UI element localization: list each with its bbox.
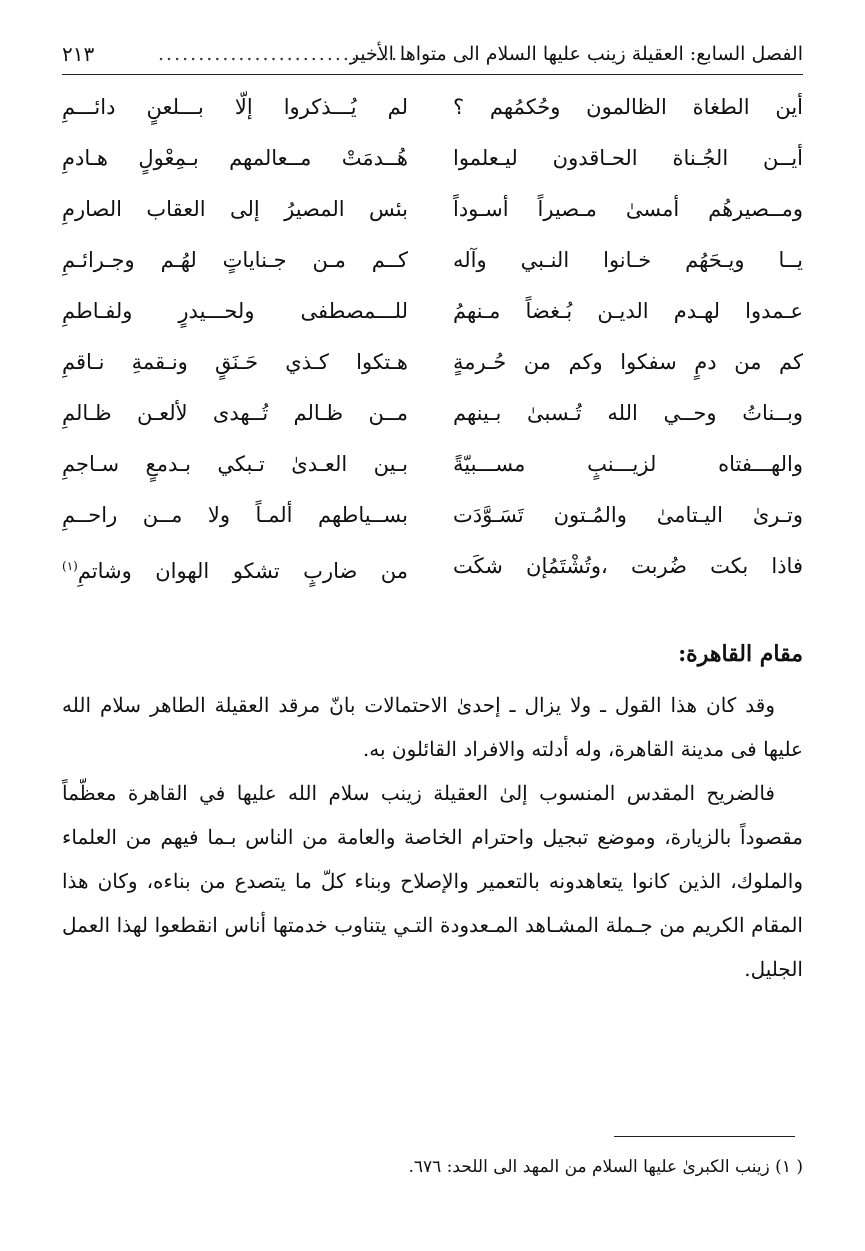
hemistich-text: بئس المصيرُ إلى العقاب الصارمِ bbox=[62, 197, 408, 221]
hemistich-text: للـــمصطفى ولحـــيدرٍ ولفـاطمِ bbox=[62, 299, 408, 323]
hemistich-text: هـتكوا كـذي حَـنَقٍ ونـقمةِ نـاقمِ bbox=[62, 350, 408, 374]
verse-second-hemistich bbox=[62, 490, 408, 541]
verse-first-hemistich: ومــصيرهُم أمسىٰ مـصيراً أسـوداً bbox=[453, 197, 803, 221]
paragraph: فالضريح المقدس المنسوب إلىٰ العقيلة زينب سلام الله عليها في القاهرة معظّماً مقصوداً بالزيارة، وموضع تبجيل واحترام الخاصة والعامة من الناس بـما فيهم من العلماء والملوك، الذين كانوا يتعاهدونه بالتعمير والإصلاح وبناء كلّ ما يتصدع من بناءه، وكان هذا المقام الكريم من جـملة المشـاهد المـعدودة التـي يتناوب خدمتها أناس انقطعوا لهذا العمل الجليل. bbox=[62, 781, 803, 981]
verse-second-hemistich bbox=[62, 439, 408, 490]
poem-verse bbox=[62, 286, 803, 337]
poem bbox=[62, 82, 803, 592]
poem-verse bbox=[62, 184, 803, 235]
footnote-rule bbox=[614, 1136, 795, 1137]
leader-dots: ................................ bbox=[158, 43, 416, 65]
hemistich-text: كــم مـن جـناياتٍ لهُـم وجـرائـمِ bbox=[62, 248, 408, 272]
section-heading: مقام القاهرة: bbox=[678, 641, 803, 667]
chapter-title: الفصل السابع: العقيلة زينب عليها السلام الى متواها الأخير bbox=[349, 43, 803, 65]
hemistich-text: بـين العـدىٰ تـبكي بـدمعٍ سـاجمِ bbox=[62, 452, 408, 476]
verse-first-hemistich: أين الطغاة الظالمون وحُكمُهم ؟ bbox=[453, 95, 803, 119]
verse-second-hemistich bbox=[62, 235, 408, 286]
footnote: ( ١) زينب الكبرىٰ عليها السلام من المهد الى اللحد: ٦٧٦. bbox=[408, 1157, 803, 1177]
verse-second-hemistich bbox=[62, 184, 408, 235]
poem-verse bbox=[62, 490, 803, 541]
hemistich-text: من ضاربٍ تشكو الهوان وشاتمِ bbox=[77, 559, 408, 583]
hemistich-text: مــن ظـالم تُــهدى لألعـن ظـالمِ bbox=[62, 401, 408, 425]
poem-verse bbox=[62, 439, 803, 490]
poem-verse bbox=[62, 337, 803, 388]
poem-verse bbox=[62, 388, 803, 439]
verse-first-hemistich: وبــناتُ وحــي الله تُـسبىٰ بـينهم bbox=[453, 401, 803, 425]
poem-verse bbox=[62, 82, 803, 133]
verse-first-hemistich: كم من دمٍ سفكوا وكم من حُـرمةٍ bbox=[453, 350, 803, 374]
footnote-reference: (١) bbox=[62, 559, 78, 573]
page-number: ٢١٣ bbox=[62, 42, 95, 66]
hemistich-text: لم يُـــذكروا إلّا بـــلعنٍ دائـــمِ bbox=[62, 95, 408, 119]
poem-verse bbox=[62, 541, 803, 592]
poem-verse bbox=[62, 133, 803, 184]
verse-second-hemistich bbox=[62, 286, 408, 337]
poem-verse bbox=[62, 235, 803, 286]
verse-first-hemistich: يــا ويـحَهُم خـانوا النـبي وآله bbox=[453, 248, 803, 272]
hemistich-text: بســياطهم ألمـاً ولا مــن راحــمِ bbox=[62, 503, 408, 527]
verse-second-hemistich bbox=[62, 133, 408, 184]
hemistich-text: هُــدمَتْ مــعالمهم بـمِعْولٍ هـادمِ bbox=[62, 146, 408, 170]
verse-second-hemistich bbox=[62, 541, 408, 592]
verse-first-hemistich: أيــن الجُـناة الحـاقدون ليـعلموا bbox=[453, 146, 803, 170]
verse-first-hemistich: فاذا بكت ضُربت ،وتُشْتَمُإن شكَت bbox=[453, 554, 803, 578]
running-header bbox=[62, 34, 803, 75]
verse-first-hemistich: عـمدوا لهـدم الديـن بُـغضاً مـنهمُ bbox=[453, 299, 803, 323]
verse-second-hemistich bbox=[62, 337, 408, 388]
verse-first-hemistich: وتـرىٰ اليـتامىٰ والمُـتون تَسَـوَّدَت bbox=[453, 503, 803, 527]
verse-first-hemistich: والهـــفتاه لزيـــنبٍ مســـبيّةً bbox=[453, 452, 803, 476]
verse-second-hemistich bbox=[62, 82, 408, 133]
verse-second-hemistich bbox=[62, 388, 408, 439]
paragraph: وقد كان هذا القول ـ ولا يزال ـ إحدىٰ الاحتمالات بانّ مرقد العقيلة الطاهر سلام الله عليها فى مدينة القاهرة، وله أدلته والافراد القائلون به. bbox=[62, 693, 803, 761]
section-body bbox=[62, 683, 803, 991]
